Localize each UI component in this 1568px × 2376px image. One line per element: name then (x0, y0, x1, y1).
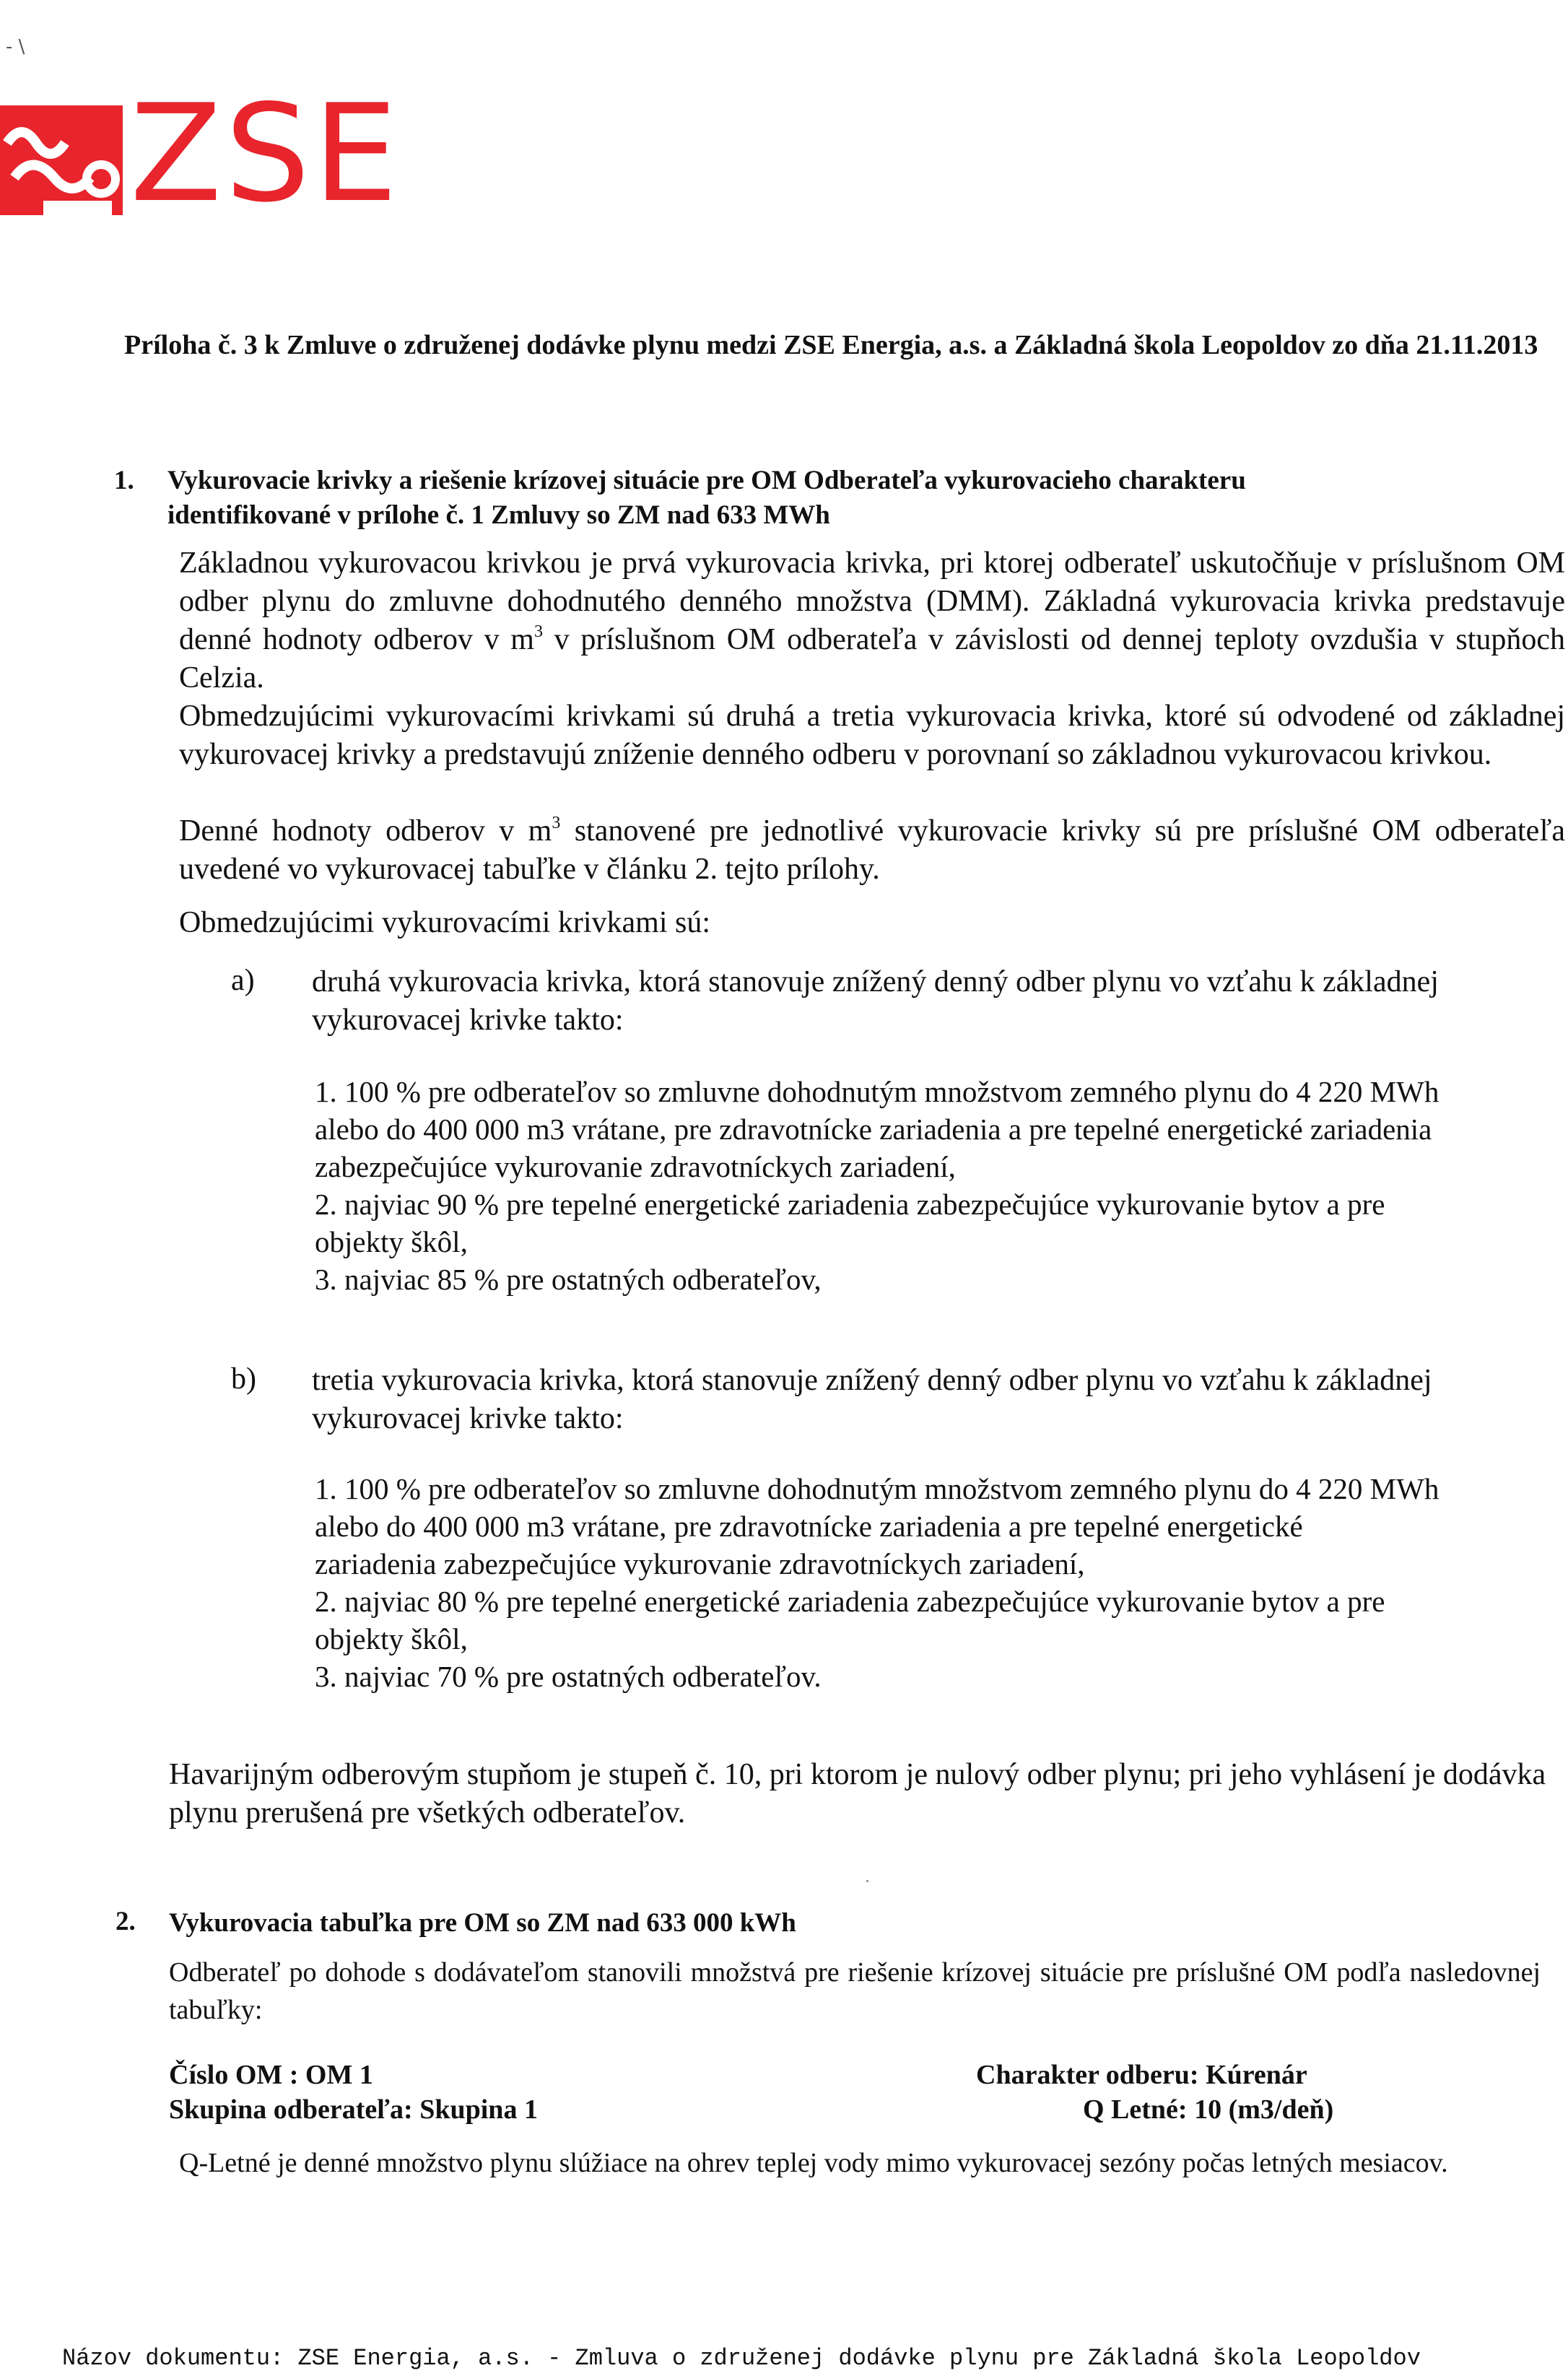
section-1-paragraph-1 (179, 544, 1565, 697)
q-letne-note: Q-Letné je denné množstvo plynu slúžiace na ohrev teplej vody mimo vykurovacej sezóny počas letných mesiacov. (179, 2148, 1448, 2178)
list-line: objekty škôl, (315, 1622, 468, 1655)
list-line: 2. najviac 90 % pre tepelné energetické zariadenia zabezpečujúce vykurovanie bytov a pre (315, 1188, 1385, 1221)
superscript: 3 (552, 814, 561, 832)
list-line: alebo do 400 000 m3 vrátane, pre zdravotnícke zariadenia a pre tepelné energetické (315, 1510, 1303, 1543)
section-1-heading: Vykurovacie krivky a riešenie krízovej situácie pre OM Odberateľa vykurovacieho charakteru identifikované v prílohe č. 1 Zmluvy so ZM nad 633 MWh (167, 466, 1246, 530)
list-line: alebo do 400 000 m3 vrátane, pre zdravotnícke zariadenia a pre tepelné energetické zariadenia (315, 1113, 1432, 1146)
section-1-paragraph-2: Obmedzujúcimi vykurovacími krivkami sú druhá a tretia vykurovacia krivka, ktoré sú odvodené od základnej vykurovacej krivky a predstavujú zníženie denného odberu v porovnaní so základnou vykurovacou krivkou. (179, 700, 1565, 771)
item-a-list (315, 1073, 1568, 1298)
document-title: Príloha č. 3 k Zmluve o združenej dodávke plynu medzi ZSE Energia, a.s. a Základná škola Leopoldov zo dňa 21.11.2013 (124, 330, 1538, 360)
section-1-paragraph-4: Obmedzujúcimi vykurovacími krivkami sú: (179, 906, 711, 939)
logo-wordmark: ZSE (130, 75, 401, 232)
scan-speck (866, 1880, 868, 1882)
list-line: 3. najviac 85 % pre ostatných odberateľov, (315, 1263, 822, 1296)
section-1-paragraph-3 (179, 812, 1565, 889)
document-footer: Názov dokumentu: ZSE Energia, a.s. - Zmluva o združenej dodávke plynu pre Základná škola Leopoldov (62, 2345, 1421, 2372)
section-2-paragraph: Odberateľ po dohode s dodávateľom stanovili množstvá pre riešenie krízovej situácie pre príslušné OM podľa nasledovnej tabuľky: (169, 1957, 1541, 2025)
paragraph-1-text-a: Základnou vykurovacou krivkou je prvá vykurovacia krivka, pri ktorej odberateľ uskutočňuje v príslušnom OM odber plynu do zmluvne dohodnutého denného množstva (DMM). Základná vykurovacia krivka predstavuje denné hodnoty odberov v m (179, 547, 1565, 656)
section-1-paragraph-5: Havarijným odberovým stupňom je stupeň č. 10, pri ktorom je nulový odber plynu; pri jeho vyhlásení je dodávka plynu prerušená pre všetkých odberateľov. (169, 1758, 1546, 1829)
zse-logo (0, 75, 401, 232)
list-line: 3. najviac 70 % pre ostatných odberateľov. (315, 1660, 822, 1693)
section-2-number: 2. (116, 1907, 136, 1936)
item-b-list (315, 1470, 1568, 1695)
section-2-heading: Vykurovacia tabuľka pre OM so ZM nad 633 000 kWh (169, 1908, 796, 1938)
charakter-odberu: Charakter odberu: Kúrenár (976, 2060, 1307, 2090)
zse-logo-emblem-icon (0, 92, 123, 215)
skupina-odberatela: Skupina odberateľa: Skupina 1 (169, 2094, 538, 2125)
list-line: 2. najviac 80 % pre tepelné energetické zariadenia zabezpečujúce vykurovanie bytov a pre (315, 1585, 1385, 1618)
superscript: 3 (533, 622, 543, 641)
paragraph-3-text-b: stanovené pre jednotlivé vykurovacie krivky sú pre príslušné OM odberateľa uvedené vo vykurovacej tabuľke v článku 2. tejto prílohy. (179, 814, 1565, 886)
list-line: zariadenia zabezpečujúce vykurovanie zdravotníckych zariadení, (315, 1547, 1085, 1580)
corner-mark: - \ (6, 36, 25, 58)
item-b-letter: b) (231, 1362, 256, 1396)
q-letne: Q Letné: 10 (m3/deň) (1083, 2094, 1334, 2125)
list-line: 1. 100 % pre odberateľov so zmluvne dohodnutým množstvom zemného plynu do 4 220 MWh (315, 1472, 1439, 1505)
section-1-number: 1. (114, 466, 134, 495)
item-a-text: druhá vykurovacia krivka, ktorá stanovuje znížený denný odber plynu vo vzťahu k základnej vykurovacej krivke takto: (312, 965, 1439, 1037)
list-line: 1. 100 % pre odberateľov so zmluvne dohodnutým množstvom zemného plynu do 4 220 MWh (315, 1075, 1439, 1108)
list-line: objekty škôl, (315, 1225, 468, 1258)
item-b-text: tretia vykurovacia krivka, ktorá stanovuje znížený denný odber plynu vo vzťahu k základnej vykurovacej krivke takto: (312, 1364, 1432, 1435)
list-line: zabezpečujúce vykurovanie zdravotníckych zariadení, (315, 1150, 956, 1183)
om-number: Číslo OM : OM 1 (169, 2060, 373, 2090)
paragraph-1-text-b: v príslušnom OM odberateľa v závislosti od dennej teploty ovzdušia v stupňoch Celzia. (179, 623, 1566, 695)
paragraph-3-text-a: Denné hodnoty odberov v m (179, 814, 552, 848)
item-a-letter: a) (231, 964, 255, 997)
